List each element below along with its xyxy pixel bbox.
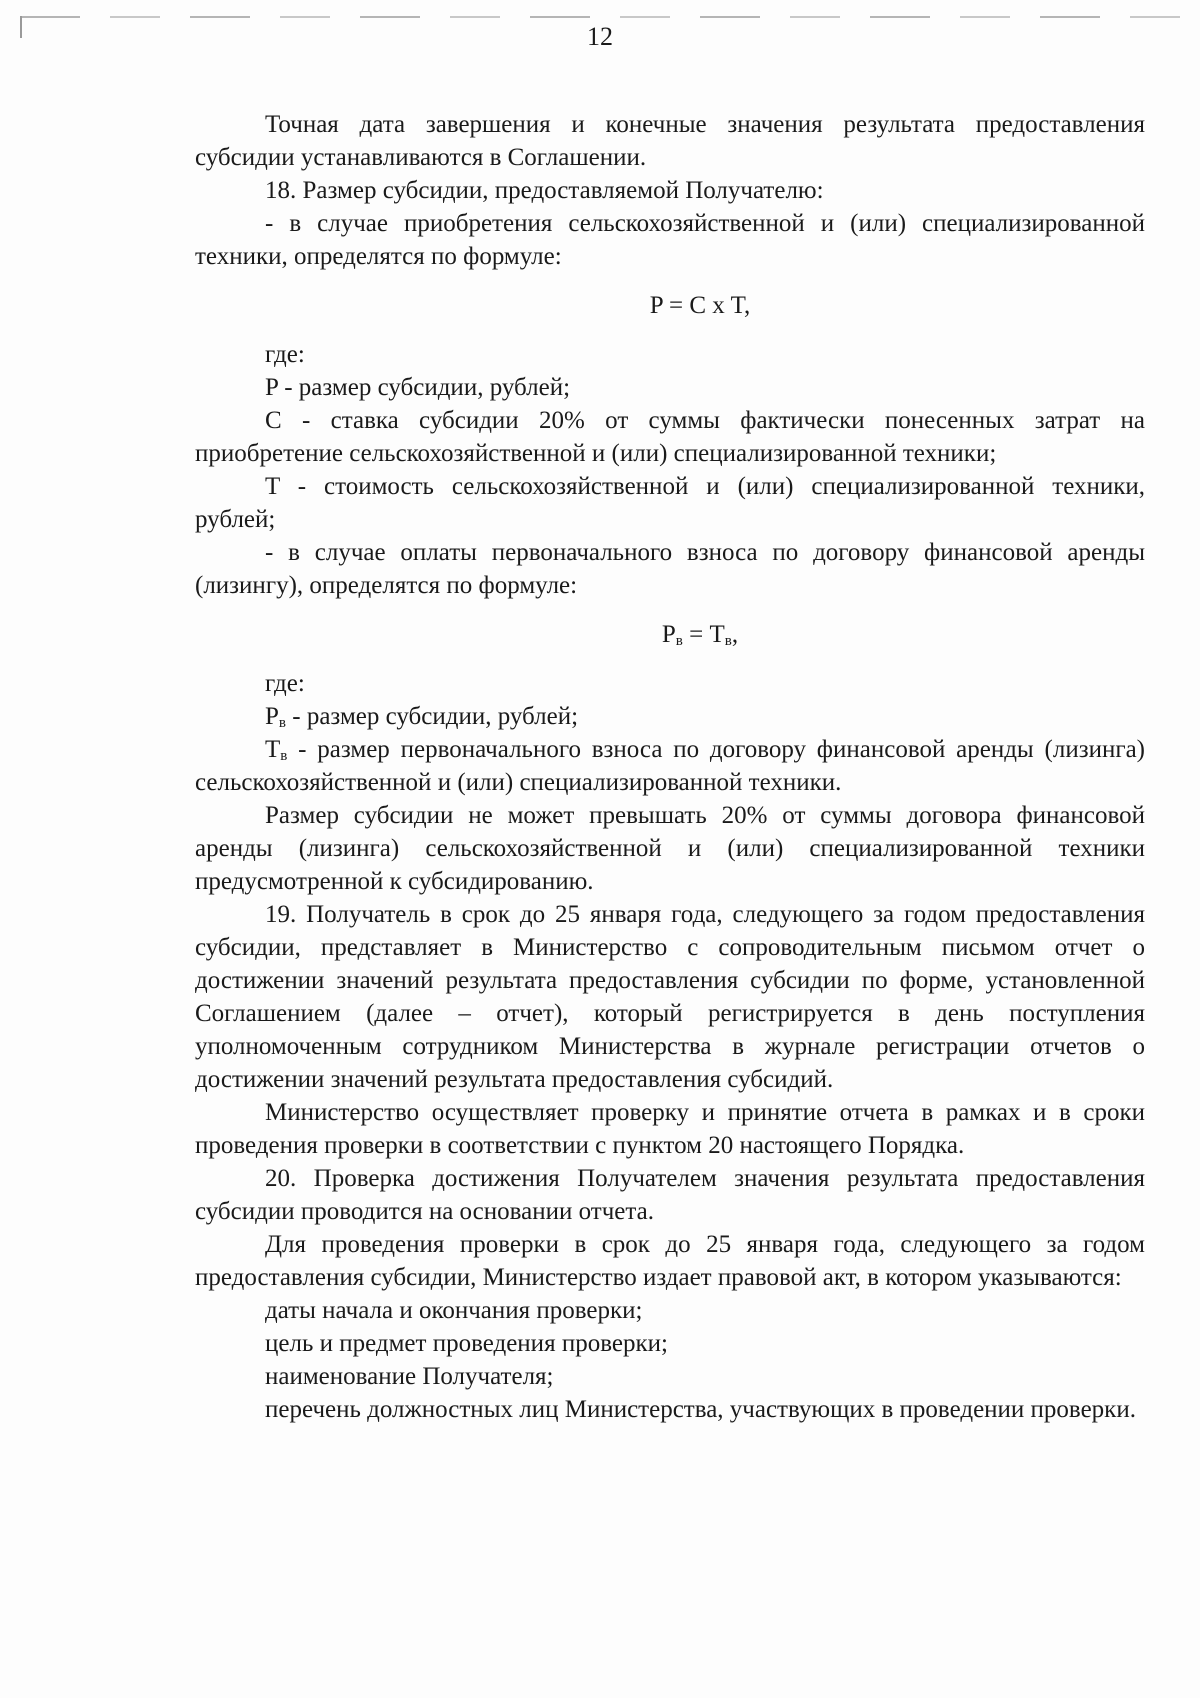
paragraph	[195, 733, 1145, 799]
paragraph: где:	[265, 670, 305, 697]
formula-subscript: в	[724, 633, 732, 649]
symbol-subscript: в	[280, 748, 288, 764]
symbol: T	[265, 736, 281, 763]
paragraph	[195, 700, 1145, 733]
paragraph: Точная дата завершения и конечные значения результата предоставления субсидии устанавливаются в Соглашении.	[195, 111, 1145, 171]
formula-symbol: = T	[682, 621, 725, 648]
formula: P = C x T,	[649, 292, 751, 319]
paragraph: C - ставка субсидии 20% от суммы фактически понесенных затрат на приобретение сельскохозяйственной и (или) специализированной техники;	[195, 407, 1145, 467]
page-number: 12	[587, 22, 613, 51]
formula-symbol: P	[661, 621, 676, 648]
paragraph: 20. Проверка достижения Получателем значения результата предоставления субсидии проводится на основании отчета.	[195, 1165, 1145, 1225]
paragraph: 18. Размер субсидии, предоставляемой Получателю:	[265, 177, 824, 204]
paragraph: Для проведения проверки в срок до 25 января года, следующего за годом предоставления субсидии, Министерство издает правовой акт, в котором указываются:	[195, 1231, 1145, 1291]
symbol: P	[265, 703, 279, 730]
paragraph-text: - размер субсидии, рублей;	[286, 703, 579, 730]
paragraph: - в случае приобретения сельскохозяйственной и (или) специализированной техники, определятся по формуле:	[195, 210, 1145, 270]
scan-edge-line	[20, 16, 1190, 18]
paragraph: T - стоимость сельскохозяйственной и (или) специализированной техники, рублей;	[195, 473, 1145, 533]
list-item: наименование Получателя;	[265, 1363, 554, 1390]
paragraph: где:	[265, 341, 305, 368]
paragraph: P - размер субсидии, рублей;	[265, 374, 571, 401]
symbol-subscript: в	[278, 715, 286, 731]
paragraph: 19. Получатель в срок до 25 января года, следующего за годом предоставления субсидии, представляет в Министерство с сопроводительным письмом отчет о достижении значений результата предоставления субсидии по форме, установленной Соглашением (далее – отчет), который регистрируется в день поступления уполномоченным сотрудником Министерства в журнале регистрации отчетов о достижении значений результата предоставления субсидий.	[195, 901, 1145, 1093]
list-item: цель и предмет проведения проверки;	[265, 1330, 668, 1357]
paragraph-text: - размер первоначального взноса по договору финансовой аренды (лизинга) сельскохозяйственной и (или) специализированной техники.	[195, 736, 1145, 796]
paragraph: Размер субсидии не может превышать 20% от суммы договора финансовой аренды (лизинга) сельскохозяйственной и (или) специализированной техники предусмотренной к субсидированию.	[195, 802, 1145, 895]
formula-subscript: в	[675, 633, 683, 649]
formula-punct: ,	[731, 621, 739, 648]
paragraph: Министерство осуществляет проверку и принятие отчета в рамках и в сроки проведения проверки в соответствии с пунктом 20 настоящего Порядка.	[195, 1099, 1145, 1159]
list-item: перечень должностных лиц Министерства, участвующих в проведении проверки.	[265, 1396, 1136, 1423]
document-body	[195, 108, 1145, 1426]
list-item: даты начала и окончания проверки;	[265, 1297, 643, 1324]
paragraph: - в случае оплаты первоначального взноса по договору финансовой аренды (лизингу), определятся по формуле:	[195, 539, 1145, 599]
formula	[195, 618, 1145, 651]
